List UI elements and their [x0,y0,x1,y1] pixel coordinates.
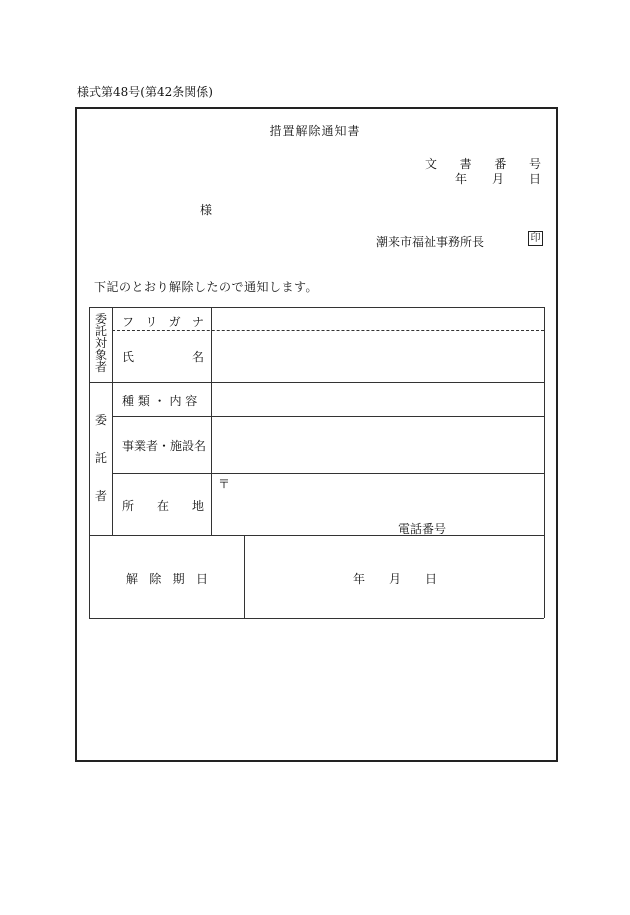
label-char: ガ [168,315,181,329]
document-title: 措置解除通知書 [269,124,361,138]
table-border-right [544,307,545,618]
consignor-header [95,414,107,502]
location-label [122,497,204,514]
phone-label: 電話番号 [398,522,447,536]
year-char: 年 [455,172,468,186]
table-divider [112,307,113,535]
consignee-target-header [95,313,107,373]
addressee-suffix: 様 [200,203,213,217]
table-divider [112,416,544,417]
label-char: ナ [191,315,204,329]
header-char: 託 [95,451,108,465]
form-frame [75,107,558,762]
seal-mark: 印 [528,231,543,246]
table-divider-dashed [112,330,544,331]
intro-text: 下記のとおり解除したので通知します。 [94,280,319,294]
label-char: 地 [191,499,204,513]
label-char: リ [145,315,158,329]
label-char: 解 [126,572,139,586]
day-char: 日 [528,172,541,186]
table-divider [89,382,544,383]
header-char: 対 [95,336,108,350]
label-char: フ [122,315,135,329]
issue-date-label [455,170,541,187]
doc-number-char: 号 [528,157,541,171]
header-char: 委 [95,413,108,427]
label-char: 期 [172,572,185,586]
doc-number-char: 文 [425,157,438,171]
header-char: 者 [95,360,108,374]
form-number: 様式第48号(第42条関係) [77,85,213,99]
furigana-label [122,313,204,330]
header-char: 象 [95,348,108,362]
table-divider [211,307,212,535]
table-border-bottom [89,618,544,619]
business-facility-label: 事業者・施設名 [122,439,207,453]
year-char: 年 [353,572,366,586]
postal-mark: 〒 [218,477,231,491]
table-border-left [89,307,90,618]
month-char: 月 [491,172,504,186]
type-content-label: 種 類 ・ 内 容 [122,394,198,408]
name-label [122,348,204,365]
doc-number-char: 書 [459,157,472,171]
sender-name: 潮来市福祉事務所長 [376,235,485,249]
day-char: 日 [424,572,437,586]
label-char: 所 [122,499,135,513]
table-divider [89,535,544,536]
table-divider [112,473,544,474]
header-char: 者 [95,489,108,503]
header-char: 委 [95,312,108,326]
header-char: 託 [95,324,108,338]
table-divider [244,535,245,618]
label-char: 在 [156,499,169,513]
release-date-label [126,570,208,587]
table-border-top [89,307,544,308]
label-char: 氏 [122,350,135,364]
month-char: 月 [388,572,401,586]
label-char: 日 [195,572,208,586]
label-char: 除 [149,572,162,586]
label-char: 名 [191,350,204,364]
doc-number-char: 番 [494,157,507,171]
release-date-value [353,570,437,587]
